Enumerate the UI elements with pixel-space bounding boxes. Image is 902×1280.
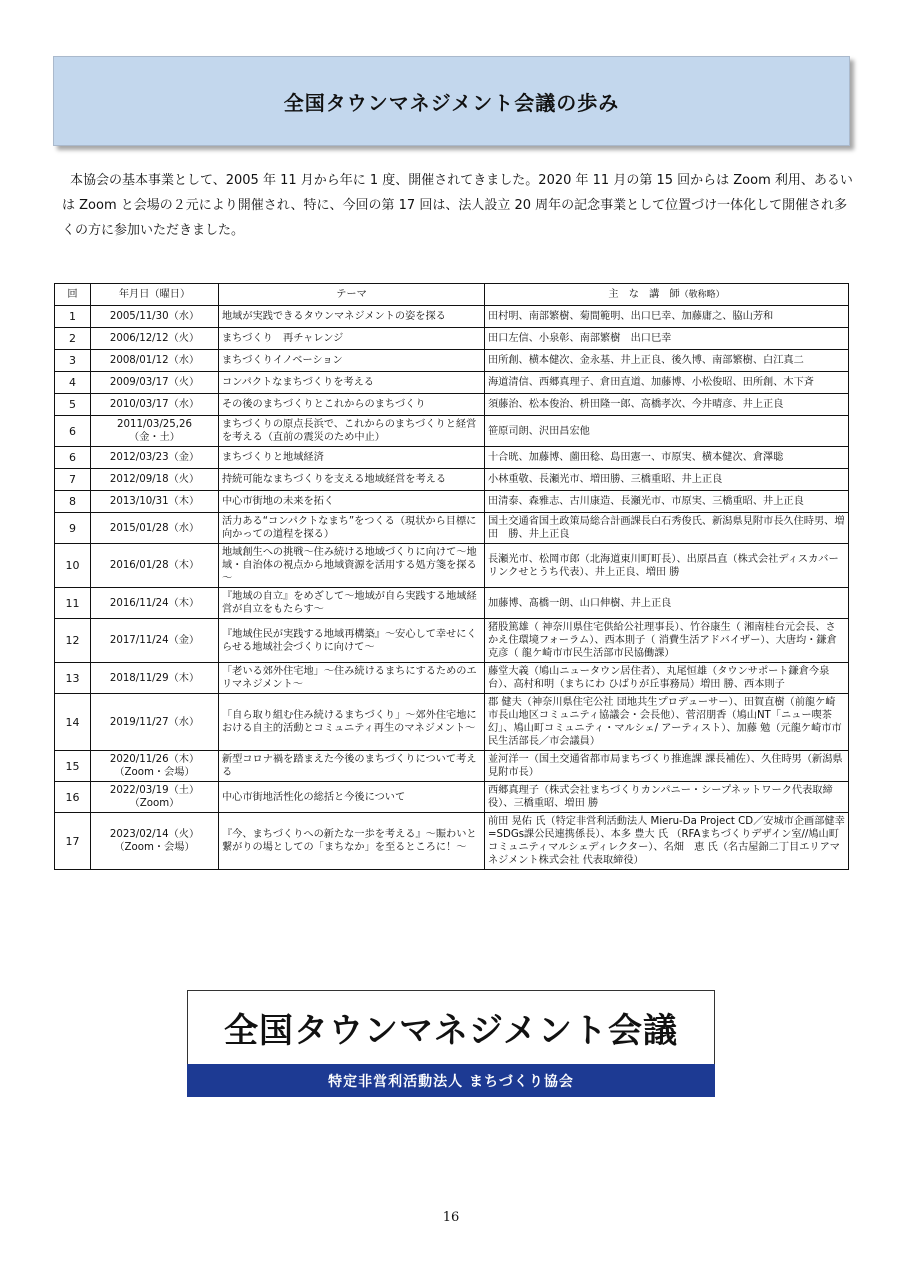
table-row (55, 350, 849, 372)
row-date: 2009/03/17（火） (91, 372, 219, 394)
row-date: 2019/11/27（水） (91, 694, 219, 751)
header-speakers-label: 主 な 講 師 (608, 288, 680, 300)
row-theme: 『今、まちづくりへの新たな一歩を考える』～賑わいと繋がりの場としての「まちなか」を至るところに！～ (219, 813, 485, 870)
row-date: 2005/11/30（水） (91, 306, 219, 328)
row-date: 2020/11/26（木） （Zoom・会場） (91, 751, 219, 782)
row-theme: 地域が実践できるタウンマネジメントの姿を探る (219, 306, 485, 328)
row-speakers: 猪股篤雄（ 神奈川県住宅供給公社理事長）、竹谷康生（ 湘南桂台元会長、さかえ住環境フォーラム）、西本則子（ 消費生活アドバイザー）、大唐均・鎌倉克彦（ 龍ケ崎市市民生活部市民協働課） (485, 619, 849, 663)
row-speakers: 田所創、横本健次、金永基、井上正良、後久博、南部繁樹、白江真二 (485, 350, 849, 372)
table-row (55, 619, 849, 663)
row-theme: 「自ら取り組む住み続けるまちづくり」～郊外住宅地における自主的活動とコミュニティ再生のマネジメント～ (219, 694, 485, 751)
row-theme: まちづくりイノベーション (219, 350, 485, 372)
row-theme: コンパクトなまちづくりを考える (219, 372, 485, 394)
row-date: 2017/11/24（金） (91, 619, 219, 663)
table-row (55, 447, 849, 469)
row-no: 4 (55, 372, 91, 394)
row-theme: 活力ある“コンパクトなまち”をつくる（現状から目標に向かっての道程を探る） (219, 513, 485, 544)
row-no: 3 (55, 350, 91, 372)
row-speakers: 笹原司朗、沢田昌宏他 (485, 416, 849, 447)
row-no: 5 (55, 394, 91, 416)
row-theme: 中心市街地活性化の総括と今後について (219, 782, 485, 813)
row-date: 2008/01/12（水） (91, 350, 219, 372)
row-theme: まちづくりの原点長浜で、これからのまちづくりと経営を考える（直前の震災のため中止） (219, 416, 485, 447)
table-header-row (55, 284, 849, 306)
row-no: 11 (55, 588, 91, 619)
header-date: 年月日（曜日） (91, 284, 219, 306)
row-theme: その後のまちづくりとこれからのまちづくり (219, 394, 485, 416)
row-no: 17 (55, 813, 91, 870)
header-theme: テーマ (219, 284, 485, 306)
row-date: 2016/11/24（木） (91, 588, 219, 619)
table-row (55, 394, 849, 416)
table-row (55, 306, 849, 328)
row-theme: 『地域住民が実践する地域再構築』～安心して幸せにくらせる地域社会づくりに向けて～ (219, 619, 485, 663)
row-speakers: 田村明、南部繁樹、菊間範明、出口巳幸、加藤庸之、脇山芳和 (485, 306, 849, 328)
table-row (55, 694, 849, 751)
page-title: 全国タウンマネジメント会議の歩み (283, 90, 620, 115)
header-speakers-note: （敬称略） (679, 289, 725, 300)
conference-logo (187, 990, 715, 1097)
row-date: 2015/01/28（水） (91, 513, 219, 544)
row-no: 8 (55, 491, 91, 513)
row-theme: まちづくり 再チャレンジ (219, 328, 485, 350)
row-date: 2018/11/29（木） (91, 663, 219, 694)
row-speakers: 郡 健夫（神奈川県住宅公社 団地共生プロデューサー）、田賀直樹（前龍ケ崎市長山地区コミュニティ協議会・会長他）、菅沼朋香（鳩山NT「ニュー喫茶 幻」、鳩山町コミュニティ・マルシェ/ アーティスト）、加藤 勉（元龍ケ崎市市民生活部長／市会議員） (485, 694, 849, 751)
row-speakers: 十合晄、加藤博、薗田稔、島田憲一、市原実、横本健次、倉澤聡 (485, 447, 849, 469)
row-speakers: 海道清信、西郷真理子、倉田直道、加藤博、小松俊昭、田所創、木下斉 (485, 372, 849, 394)
row-date: 2010/03/17（水） (91, 394, 219, 416)
logo-main-text: 全国タウンマネジメント会議 (224, 1011, 678, 1051)
row-date: 2011/03/25,26 （金・土） (91, 416, 219, 447)
row-date: 2013/10/31（木） (91, 491, 219, 513)
row-theme: まちづくりと地域経済 (219, 447, 485, 469)
header-speakers (485, 284, 849, 306)
logo-sub-band: 特定非営利活動法人 まちづくり協会 (187, 1064, 715, 1097)
row-date: 2006/12/12（火） (91, 328, 219, 350)
row-no: 1 (55, 306, 91, 328)
table-row (55, 751, 849, 782)
row-speakers: 小林重敬、長瀬光市、増田勝、三橋重昭、井上正良 (485, 469, 849, 491)
row-no: 14 (55, 694, 91, 751)
row-no: 12 (55, 619, 91, 663)
row-theme: 地域創生への挑戦～住み続ける地域づくりに向けて～地域・自治体の視点から地域資源を活用する処方箋を探る～ (219, 544, 485, 588)
title-banner (53, 56, 850, 146)
row-theme: 持続可能なまちづくりを支える地域経営を考える (219, 469, 485, 491)
row-no: 10 (55, 544, 91, 588)
table-row (55, 544, 849, 588)
row-no: 6 (55, 447, 91, 469)
row-speakers: 国土交通省国土政策局総合計画課長白石秀俊氏、新潟県見附市長久住時男、増田 勝、井上正良 (485, 513, 849, 544)
row-no: 13 (55, 663, 91, 694)
row-speakers: 田口左信、小泉彰、南部繁樹 出口巳幸 (485, 328, 849, 350)
row-no: 15 (55, 751, 91, 782)
row-theme: 『地域の自立』をめざして～地域が自ら実践する地域経営が自立をもたらす～ (219, 588, 485, 619)
intro-paragraph: 本協会の基本事業として、2005 年 11 月から年に 1 度、開催されてきました。2020 年 11 月の第 15 回からは Zoom 利用、あるいは Zoom と会場の２元により開催され、特に、今回の第 17 回は、法人設立 20 周年の記念事業として位置づけ一体化して開催され多くの方に参加いただきました。 (62, 173, 853, 238)
table-row (55, 491, 849, 513)
row-no: 6 (55, 416, 91, 447)
history-table (54, 283, 849, 870)
table-row (55, 813, 849, 870)
table-row (55, 469, 849, 491)
row-speakers: 長瀬光市、松岡市郎（北海道東川町町長）、出原昌直（株式会社ディスカバーリンクせとうち代表）、井上正良、増田 勝 (485, 544, 849, 588)
table-row (55, 372, 849, 394)
row-theme: 中心市街地の未来を拓く (219, 491, 485, 513)
row-no: 16 (55, 782, 91, 813)
row-speakers: 藤堂大義（鳩山ニュータウン居住者）、丸尾恒雄（タウンサポート鎌倉今泉台）、高村和明（まちにわ ひばりが丘事務局）増田 勝、西本則子 (485, 663, 849, 694)
row-speakers: 田清泰、森雅志、古川康造、長瀬光市、市原実、三橋重昭、井上正良 (485, 491, 849, 513)
header-no: 回 (55, 284, 91, 306)
page-number: 16 (442, 1210, 460, 1225)
row-theme: 「老いる郊外住宅地」～住み続けるまちにするためのエリマネジメント～ (219, 663, 485, 694)
row-date: 2022/03/19（土） （Zoom） (91, 782, 219, 813)
table-row (55, 328, 849, 350)
table-row (55, 782, 849, 813)
row-theme: 新型コロナ禍を踏まえた今後のまちづくりについて考える (219, 751, 485, 782)
row-date: 2016/01/28（木） (91, 544, 219, 588)
row-date: 2012/03/23（金） (91, 447, 219, 469)
logo-main-band (187, 990, 715, 1064)
table-row (55, 588, 849, 619)
row-speakers: 須藤治、松本俊治、枡田隆一郎、高橋孝次、今井晴彦、井上正良 (485, 394, 849, 416)
table-row (55, 663, 849, 694)
row-speakers: 西郷真理子（株式会社まちづくりカンパニー・シープネットワーク代表取締役）、三橋重昭、増田 勝 (485, 782, 849, 813)
row-speakers: 加藤博、髙橋一朗、山口伸樹、井上正良 (485, 588, 849, 619)
row-no: 2 (55, 328, 91, 350)
row-speakers: 並河洋一（国土交通省都市局まちづくり推進課 課長補佐）、久住時男（新潟県見附市長） (485, 751, 849, 782)
row-no: 9 (55, 513, 91, 544)
row-no: 7 (55, 469, 91, 491)
table-row (55, 416, 849, 447)
row-date: 2023/02/14（火） （Zoom・会場） (91, 813, 219, 870)
row-date: 2012/09/18（火） (91, 469, 219, 491)
table-row (55, 513, 849, 544)
row-speakers: 前田 晃佑 氏（特定非営利活動法人 Mieru-Da Project CD／安城市企画部健幸=SDGs課公民連携係長）、本多 豊大 氏 （RFAまちづくりデザイン室//鳩山町コミュニティマルシェディレクター）、名畑 恵 氏（名古屋錦二丁目エリアマネジメント株式会社 代表取締役） (485, 813, 849, 870)
